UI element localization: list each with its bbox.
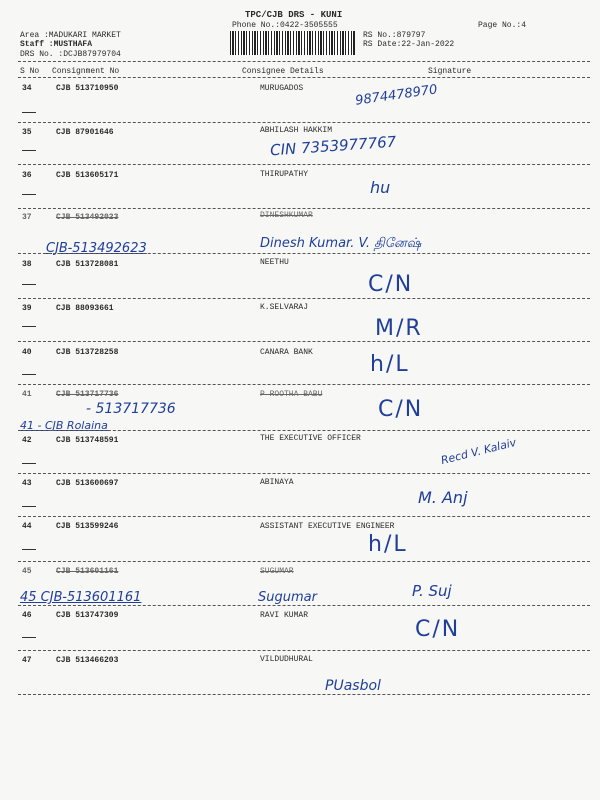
row-divider (18, 298, 590, 299)
row-divider (18, 605, 590, 606)
col-signature: Signature (428, 67, 472, 76)
handwritten-consignee: Dinesh Kumar. V. தினேஷ் (260, 236, 422, 251)
row-divider (18, 650, 590, 651)
row-divider (18, 164, 590, 165)
row-sno: 42 (22, 436, 32, 445)
row-consignment: CJB 513748591 (56, 436, 119, 445)
row-signature: h/L (370, 352, 410, 377)
phone-number: Phone No.:0422-3505555 (232, 21, 338, 30)
rs-date: RS Date:22-Jan-2022 (363, 40, 455, 49)
row-consignment: CJB 513599246 (56, 522, 119, 531)
handwritten-consignment: - 513717736 (86, 401, 176, 417)
row-consignee: SUGUMAR (260, 567, 294, 576)
col-consignment: Consignment No (52, 67, 120, 76)
row-divider (18, 561, 590, 562)
area-label: Area :MADUKARI MARKET (20, 31, 121, 40)
row-consignee: VILDUDHURAL (260, 655, 313, 664)
row-signature: Recd V. Kalaiv (439, 435, 518, 468)
row-signature: C/N (378, 397, 424, 422)
row-sno: 39 (22, 304, 32, 313)
row-tick (22, 284, 36, 285)
row-divider (18, 253, 590, 254)
row-signature: C/N (368, 272, 414, 297)
columns-divider (18, 77, 590, 78)
row-divider (18, 384, 590, 385)
col-consignee: Consignee Details (242, 67, 324, 76)
barcode (230, 31, 355, 55)
row-consignment: CJB 513728258 (56, 348, 119, 357)
row-signature: M/R (375, 316, 423, 341)
col-sno: S No (20, 67, 40, 76)
row-sno: 34 (22, 84, 32, 93)
handwritten-note: 41 - CJB Rolaina (20, 419, 108, 432)
row-sno: 35 (22, 128, 32, 137)
row-divider (18, 694, 590, 695)
row-signature: C/N (415, 617, 461, 642)
row-sno: 45 (22, 567, 32, 576)
row-consignment: CJB 88093661 (56, 304, 114, 313)
row-tick (22, 112, 36, 113)
row-consignment: CJB 513605171 (56, 171, 119, 180)
row-consignment: CJB 513601161 (56, 567, 119, 576)
row-consignment: CJB 513728081 (56, 260, 119, 269)
row-signature: PUasbol (325, 678, 381, 694)
row-signature: CIN 7353977767 (269, 132, 397, 160)
handwritten-consignment: CJB-513492623 (46, 241, 147, 256)
row-tick (22, 326, 36, 327)
row-consignee: ABINAYA (260, 478, 294, 487)
row-tick (22, 194, 36, 195)
row-consignee: NEETHU (260, 258, 289, 267)
row-consignee: K.SELVARAJ (260, 303, 309, 312)
rs-number: RS No.:879797 (363, 31, 426, 40)
row-sno: 46 (22, 611, 32, 620)
row-sno: 43 (22, 479, 32, 488)
row-divider (18, 341, 590, 342)
row-divider (18, 122, 590, 123)
row-sno: 44 (22, 522, 32, 531)
row-consignee: THE EXECUTIVE OFFICER (260, 434, 361, 443)
row-sno: 36 (22, 171, 32, 180)
row-consignee: ABHILASH HAKKIM (260, 126, 333, 135)
document-title: TPC/CJB DRS - KUNI (245, 10, 343, 20)
row-signature: 9874478970 (354, 82, 439, 109)
row-consignment: CJB 513600697 (56, 479, 119, 488)
row-consignment: CJB 513747309 (56, 611, 119, 620)
row-divider (18, 516, 590, 517)
row-consignment: CJB 87901646 (56, 128, 114, 137)
row-sno: 40 (22, 348, 32, 357)
row-consignee: MURUGADOS (260, 84, 304, 93)
row-consignee: DINESHKUMAR (260, 211, 313, 220)
row-sno: 38 (22, 260, 32, 269)
row-tick (22, 506, 36, 507)
row-tick (22, 463, 36, 464)
row-signature: h/L (368, 532, 408, 557)
staff-label: Staff :MUSTHAFA (20, 40, 93, 49)
handwritten-consignment: 45 CJB-513601161 (20, 590, 142, 605)
row-consignee: P ROOTHA BABU (260, 390, 323, 399)
row-consignee: ASSISTANT EXECUTIVE ENGINEER (260, 522, 395, 531)
row-consignment: CJB 513710950 (56, 84, 119, 93)
row-signature: P. Suj (412, 582, 452, 600)
row-tick (22, 374, 36, 375)
row-signature: hu (370, 178, 391, 197)
header-divider (18, 61, 590, 62)
row-divider (18, 208, 590, 209)
row-consignee: THIRUPATHY (260, 170, 309, 179)
row-consignee: RAVI KUMAR (260, 611, 309, 620)
row-consignment: CJB 513717736 (56, 390, 119, 399)
row-divider (18, 473, 590, 474)
row-tick (22, 549, 36, 550)
row-signature: M. Anj (418, 488, 468, 507)
handwritten-consignee: Sugumar (258, 590, 317, 605)
row-consignment: CJB 513466203 (56, 656, 119, 665)
row-consignment: CJB 513492023 (56, 213, 119, 222)
row-sno: 47 (22, 656, 32, 665)
row-divider (18, 430, 590, 431)
row-consignee: CANARA BANK (260, 348, 313, 357)
row-tick (22, 637, 36, 638)
drs-number: DRS No. :DCJB87979704 (20, 50, 121, 59)
page-number: Page No.:4 (478, 21, 527, 30)
row-sno: 41 (22, 390, 32, 399)
row-sno: 37 (22, 213, 32, 222)
row-tick (22, 150, 36, 151)
